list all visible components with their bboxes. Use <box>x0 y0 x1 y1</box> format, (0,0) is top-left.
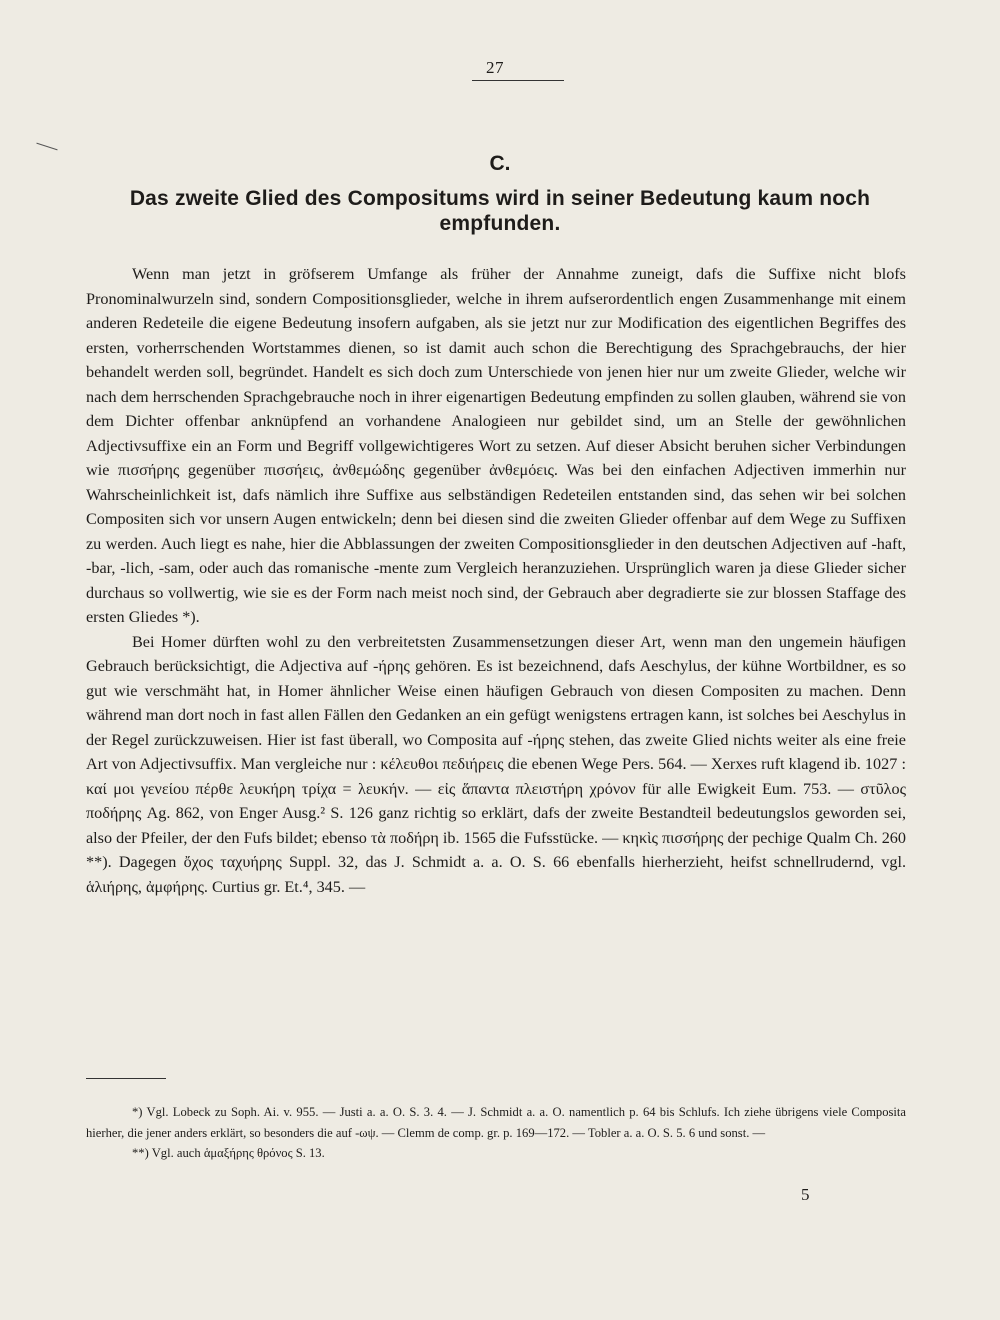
body-text <box>86 262 906 899</box>
section-title: Das zweite Glied des Compositums wird in seiner Bedeutung kaum noch empfunden. <box>129 187 871 235</box>
footnotes <box>86 1102 906 1164</box>
signature-mark: 5 <box>801 1185 810 1204</box>
footnote-1: *) Vgl. Lobeck zu Soph. Ai. v. 955. — Justi a. a. O. S. 3. 4. — J. Schmidt a. a. O. namentlich p. 64 bis Schlufs. Ich ziehe übrigens viele Composita hierher, die jener anders erklärt, so besonders die auf -ωψ. — Clemm de comp. gr. p. 169—172. — Tobler a. a. O. S. 5. 6 und sonst. — <box>86 1105 906 1140</box>
header-rule <box>472 80 564 81</box>
footnote-2: **) Vgl. auch ἁμαξήρης θρόνος S. 13. <box>132 1146 325 1160</box>
margin-mark <box>36 143 57 151</box>
page-number: 27 <box>486 58 504 77</box>
footnote-rule <box>86 1078 166 1079</box>
paragraph-1: Wenn man jetzt in gröfserem Umfange als früher der Annahme zuneigt, dafs die Suffixe nicht blofs Pronominalwurzeln sind, sondern Compositionsglieder, welche in ihrem aufserordentlich engen Zusammenhange mit einem anderen Redeteile die eigene Bedeutung insofern aufgaben, als sie jetzt nur zur Modification des eigentlichen Begriffes des ersten, vorherrschenden Wortstammes dienen, so ist damit auch schon die Berechtigung des Sprachgebrauchs, der hier behandelt werden soll, begründet. Handelt es sich doch zum Unterschiede von jenen hier nur um zweite Glieder, welche wir nach dem herrschenden Sprachgebrauche noch in ihrer eigenartigen Bedeutung empfinden zu sollen glauben, während sie von dem Dichter offenbar anknüpfend an vorhandene Analogieen nur gebildet sind, um an Stelle der gewöhnlichen Adjectivsuffixe ein an Form und Begriff vollgewichtigeres Wort zu setzen. Auf dieser Absicht beruhen sicher Verbindungen wie πισσήρης gegenüber πισσήεις, ἀνθεμώδης gegenüber ἀνθεμόεις. Was bei den einfachen Adjectiven immerhin nur Wahrscheinlichkeit ist, dafs nämlich ihre Suffixe aus selbständigen Redeteilen entstanden sind, das sehen wir bei solchen Compositen sich vor unsern Augen entwickeln; denn bei diesen sind die zweiten Glieder offenbar auf dem Wege zu Suffixen zu werden. Auch liegt es nahe, hier die Abblassungen der zweiten Compositionsglieder in den deutschen Adjectiven auf -haft, -bar, -lich, -sam, oder auch das romanische -mente zum Vergleich heranzuziehen. Ursprünglich waren ja diese Glieder sicher durchaus so vollwertig, wie sie es der Form nach meist noch sind, der Gebrauch aber degradierte sie zur blossen Staffage des ersten Gliedes *). <box>86 265 906 626</box>
section-letter: C. <box>489 152 511 175</box>
paragraph-2: Bei Homer dürften wohl zu den verbreitetsten Zusammensetzungen dieser Art, wenn man den ungemein häufigen Gebrauch berücksichtigt, die Adjectiva auf -ήρης gehören. Es ist bezeichnend, dafs Aeschylus, der kühne Wortbildner, es so gut wie verschmäht hat, in Homer ähnlicher Weise einen häufigen Gebrauch von diesen Compositen zu machen. Denn während man dort noch in fast allen Fällen den Gedanken an ein gefügt wenigstens ertragen kann, ist solches bei Aeschylus in der Regel zurückzuweisen. Hier ist fast überall, wo Composita auf -ήρης stehen, das zweite Glied nichts weiter als eine freie Art von Adjectivsuffix. Man vergleiche nur : κέλευθοι πεδιήρεις die ebenen Wege Pers. 564. — Xerxes ruft klagend ib. 1027 : καί μοι γενείου πέρθε λευκήρη τρίχα = λευκήν. — εἰς ἅπαντα πλειστήρη χρόνον für alle Ewigkeit Eum. 753. — στῦλος ποδήρης Ag. 862, von Enger Ausg.² S. 126 ganz richtig so erklärt, dafs der zweite Bestandteil bedeutungslos geworden sei, also der Pfeiler, der den Fufs bildet; ebenso τὰ ποδήρη ib. 1565 die Fufsstücke. — κηκὶς πισσήρης der pechige Qualm Ch. 260 **). Dagegen ὄχος ταχυήρης Suppl. 32, das J. Schmidt a. a. O. S. 66 ebenfalls hierherzieht, heifst schnellrudernd, vgl. ἁλιήρης, ἀμφήρης. Curtius gr. Et.⁴, 345. — <box>86 632 906 896</box>
